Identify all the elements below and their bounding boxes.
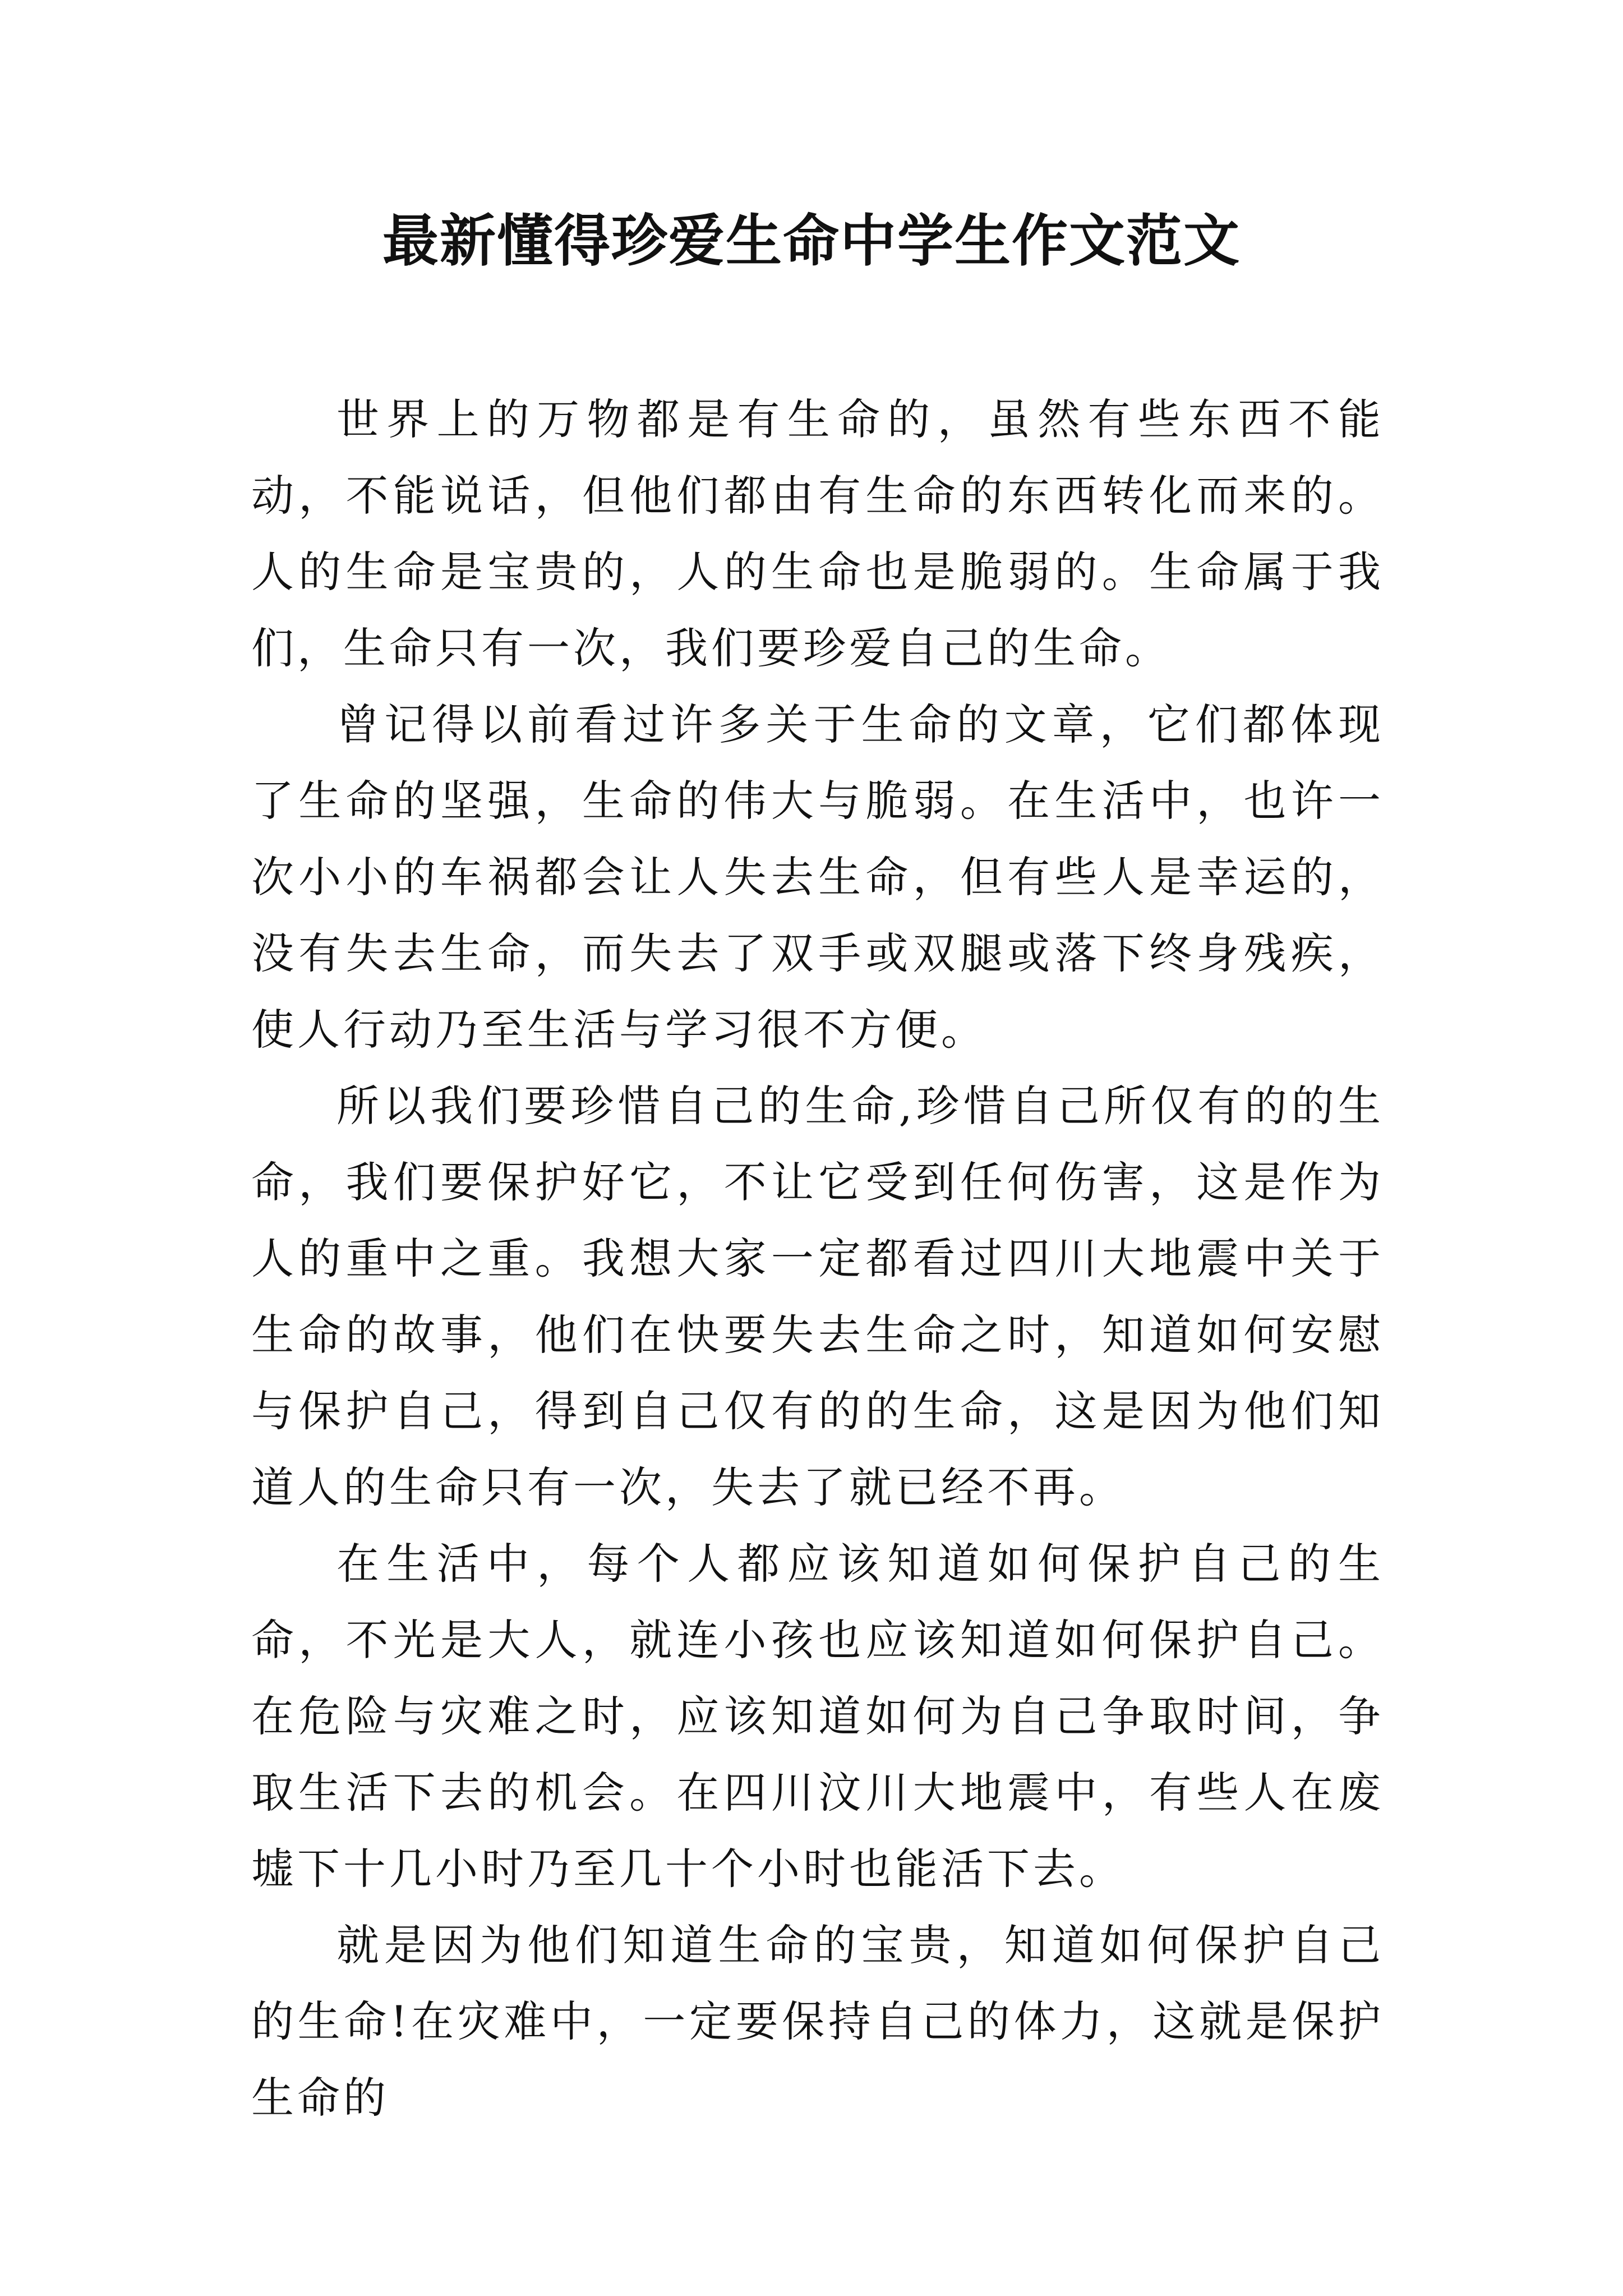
paragraph-4: 在生活中，每个人都应该知道如何保护自己的生命，不光是大人，就连小孩也应该知道如何保护自己。在危险与灾难之时，应该知道如何为自己争取时间，争取生活下去的机会。在四川汶川大地震中，有些人在废墟下十几小时乃至几十个小时也能活下去。	[251, 1539, 1384, 1894]
paragraph-3: 所以我们要珍惜自己的生命,珍惜自己所仅有的的生命，我们要保护好它，不让它受到任何伤害，这是作为人的重中之重。我想大家一定都看过四川大地震中关于生命的故事，他们在快要失去生命之时，知道如何安慰与保护自己，得到自己仅有的的生命，这是因为他们知道人的生命只有一次，失去了就已经不再。	[251, 1081, 1384, 1512]
document-title: 最新懂得珍爱生命中学生作文范文	[382, 208, 1241, 274]
paragraph-5: 就是因为他们知道生命的宝贵，知道如何保护自己的生命!在灾难中，一定要保持自己的体力，这就是保护生命的	[251, 1920, 1384, 2123]
paragraph-1: 世界上的万物都是有生命的，虽然有些东西不能动，不能说话，但他们都由有生命的东西转化而来的。人的生命是宝贵的，人的生命也是脆弱的。生命属于我们，生命只有一次，我们要珍爱自己的生命。	[251, 394, 1384, 673]
paragraph-2: 曾记得以前看过许多关于生命的文章，它们都体现了生命的坚强，生命的伟大与脆弱。在生活中，也许一次小小的车祸都会让人失去生命，但有些人是幸运的，没有失去生命，而失去了双手或双腿或落下终身残疾，使人行动乃至生活与学习很不方便。	[251, 700, 1384, 1055]
document-body	[251, 381, 1384, 2136]
